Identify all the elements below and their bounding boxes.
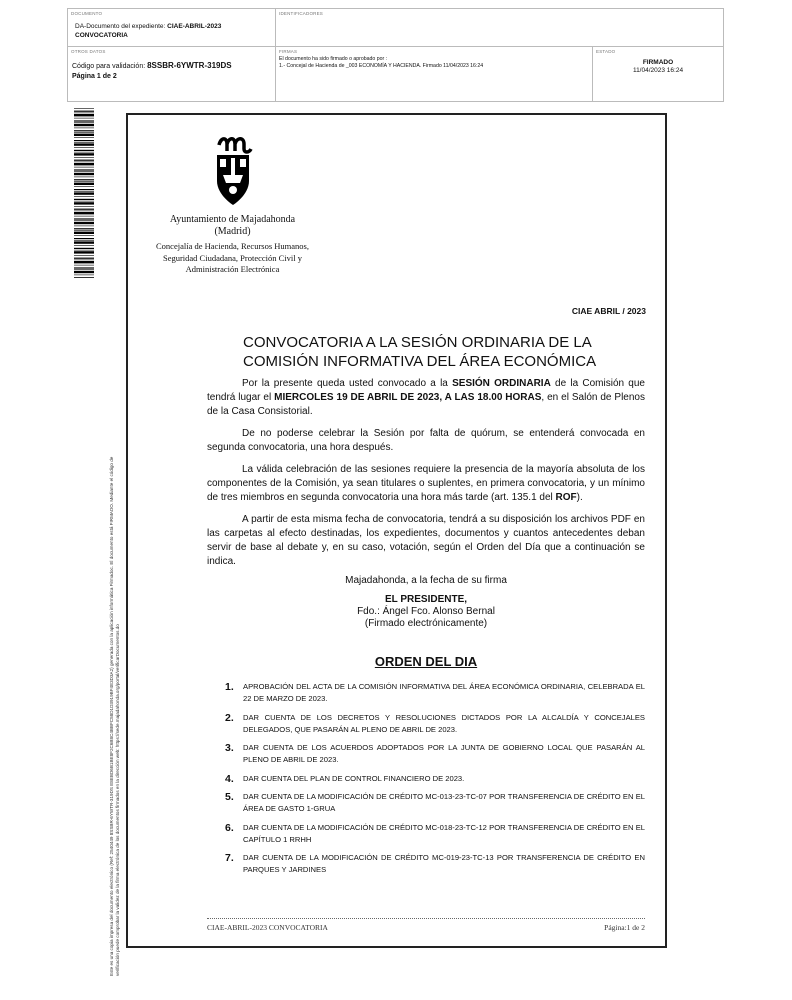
paragraph-validity: La válida celebración de las sesiones requiere la presencia de la mayoría absoluta de los componentes de la Comisión, ya sean titulares o suplentes, en primera convocatoria, y un mínimo de tres miembros en segunda convocatoria una hora más tarde (art. 135.1 del ROF). <box>207 464 645 503</box>
agenda-list <box>220 681 645 883</box>
firmas-value: El documento ha sido firmado o aprobado por : 1.- Concejal de Hacienda de _003 ECONOMÍA Y HACIENDA. Firmado 11/04/2023 16:24 <box>279 56 484 69</box>
agenda-item-number: 2. <box>225 711 234 724</box>
documento-label: DOCUMENTO <box>71 11 103 16</box>
agenda-item-text: DAR CUENTA DE LA MODIFICACIÓN DE CRÉDITO MC-019-23-TC-13 POR TRANSFERENCIA DE CRÉDITO EN PARQUES Y JARDINES <box>243 853 645 874</box>
estado-value: FIRMADO 11/04/2023 16:24 <box>632 59 684 74</box>
agenda-item <box>220 773 645 785</box>
agenda-item-number: 1. <box>225 681 234 693</box>
majadahonda-coat-of-arms-icon <box>213 135 253 207</box>
estado-cell <box>593 47 723 101</box>
agenda-item <box>220 681 645 705</box>
agenda-item <box>220 791 645 815</box>
agenda-item-number: 4. <box>225 772 234 785</box>
firmas-cell <box>276 47 593 101</box>
agenda-item <box>220 852 645 876</box>
identificadores-label: IDENTIFICADORES <box>279 11 324 16</box>
otros-datos-cell <box>68 47 276 101</box>
agenda-item-text: DAR CUENTA DE LA MODIFICACIÓN DE CRÉDITO MC-018-23-TC-12 POR TRANSFERENCIA DE CRÉDITO EN EL CAPÍTULO 1 RRHH <box>243 822 645 844</box>
agenda-item-number: 7. <box>225 852 234 864</box>
agenda-item-text: DAR CUENTA DEL PLAN DE CONTROL FINANCIERO DE 2023. <box>243 773 465 783</box>
agenda-item-text: DAR CUENTA DE LOS ACUERDOS ADOPTADOS POR LA JUNTA DE GOBIERNO LOCAL QUE PASARÁN AL PLENO DE ABRIL DE 2023. <box>243 743 645 764</box>
agenda-item <box>220 712 645 736</box>
organization-department: Concejalía de Hacienda, Recursos Humanos, Seguridad Ciudadana, Protección Civil y Administración Electrónica <box>156 241 309 274</box>
document-body <box>207 377 645 630</box>
place-date: Majadahonda, a la fecha de su firma <box>345 575 507 586</box>
signature-role: EL PRESIDENTE, <box>384 594 468 605</box>
signature-note: (Firmado electrónicamente) <box>364 618 488 629</box>
paragraph-quorum: De no poderse celebrar la Sesión por falta de quórum, se entenderá convocada en segunda convocatoria, una hora después. <box>207 428 645 453</box>
orden-del-dia-heading: ORDEN DEL DIA <box>374 654 478 669</box>
document-title: CONVOCATORIA A LA SESIÓN ORDINARIA DE LA COMISIÓN INFORMATIVA DEL ÁREA ECONÓMICA <box>243 334 597 370</box>
agenda-item-number: 6. <box>225 821 234 834</box>
agenda-item-text: DAR CUENTA DE LA MODIFICACIÓN DE CRÉDITO MC-013-23-TC-07 POR TRANSFERENCIA DE CRÉDITO EN EL ÁREA DE GASTO 1-GRUA <box>243 792 645 813</box>
documento-value: DA-Documento del expediente: CIAE-ABRIL-2023 CONVOCATORIA <box>75 23 222 39</box>
validation-code: Código para validación: 8SSBR-6YWTR-319DS Página 1 de 2 <box>72 61 232 80</box>
firmas-label: FIRMAS <box>279 49 298 54</box>
barcode <box>74 108 94 278</box>
organization-name: Ayuntamiento de Majadahonda <box>169 214 296 225</box>
documento-cell <box>68 9 276 47</box>
agenda-item-number: 5. <box>225 791 234 803</box>
paragraph-archives: A partir de esta misma fecha de convocatoria, tendrá a su disposición los archivos PDF en las carpetas al efecto destinadas, los expedientes, documentos y cuantos antecedentes deban servir de base al debate y, en su caso, votación, según el Orden del Día que a continuación se indica. <box>207 514 645 567</box>
otros-datos-label: OTROS DATOS <box>71 49 106 54</box>
paragraph-convocatoria: Por la presente queda usted convocado a la SESIÓN ORDINARIA de la Comisión que tendrá lugar el MIERCOLES 19 DE ABRIL DE 2023, A LAS 18.00 HORAS, en el Salón de Plenos de la Casa Consistorial. <box>207 378 645 417</box>
estado-label: ESTADO <box>596 49 616 54</box>
organization-block <box>150 214 315 276</box>
agenda-item <box>220 822 645 846</box>
agenda-item <box>220 742 645 766</box>
signature-name: Fdo.: Ángel Fco. Alonso Bernal <box>357 606 495 617</box>
agenda-item-number: 3. <box>225 742 234 754</box>
footer-document-name: CIAE-ABRIL-2023 CONVOCATORIA <box>207 923 328 932</box>
organization-region: (Madrid) <box>214 226 251 237</box>
agenda-item-text: DAR CUENTA DE LOS DECRETOS Y RESOLUCIONES DICTADOS POR LA ALCALDÍA Y CONCEJALES DELEGADOS, QUE PASARÁN AL PLENO DE ABRIL DE 2023. <box>243 712 645 734</box>
document-reference: CIAE ABRIL / 2023 <box>571 306 646 316</box>
footer-page-number: Página:1 de 2 <box>604 923 645 932</box>
identificadores-cell <box>276 9 723 47</box>
signature-header-table <box>67 8 724 102</box>
page-footer <box>207 918 645 932</box>
signature-block <box>207 594 645 630</box>
agenda-item-text: APROBACIÓN DEL ACTA DE LA COMISIÓN INFORMATIVA DEL ÁREA ECONÓMICA ORDINARIA, CELEBRADA EL 22 DE MARZO DE 2023. <box>243 682 645 703</box>
verification-side-text: Este es una copia impresa del documento electrónico (Ref: 2540449 8SSBR-6YWTR-319DS E8EBD6B1BE8F2C6B8C4BBFC58D1D3919BF4E3D3A2) generada con la aplicación informática Firmadoc. El documento está FIRMADO. Mediante el código de verificación puede comprobar la validez de la firma electrónica de los documentos firmados en la dirección web: https://sede.majadahonda.org/portal/verificarDocumentos.do <box>109 456 120 976</box>
